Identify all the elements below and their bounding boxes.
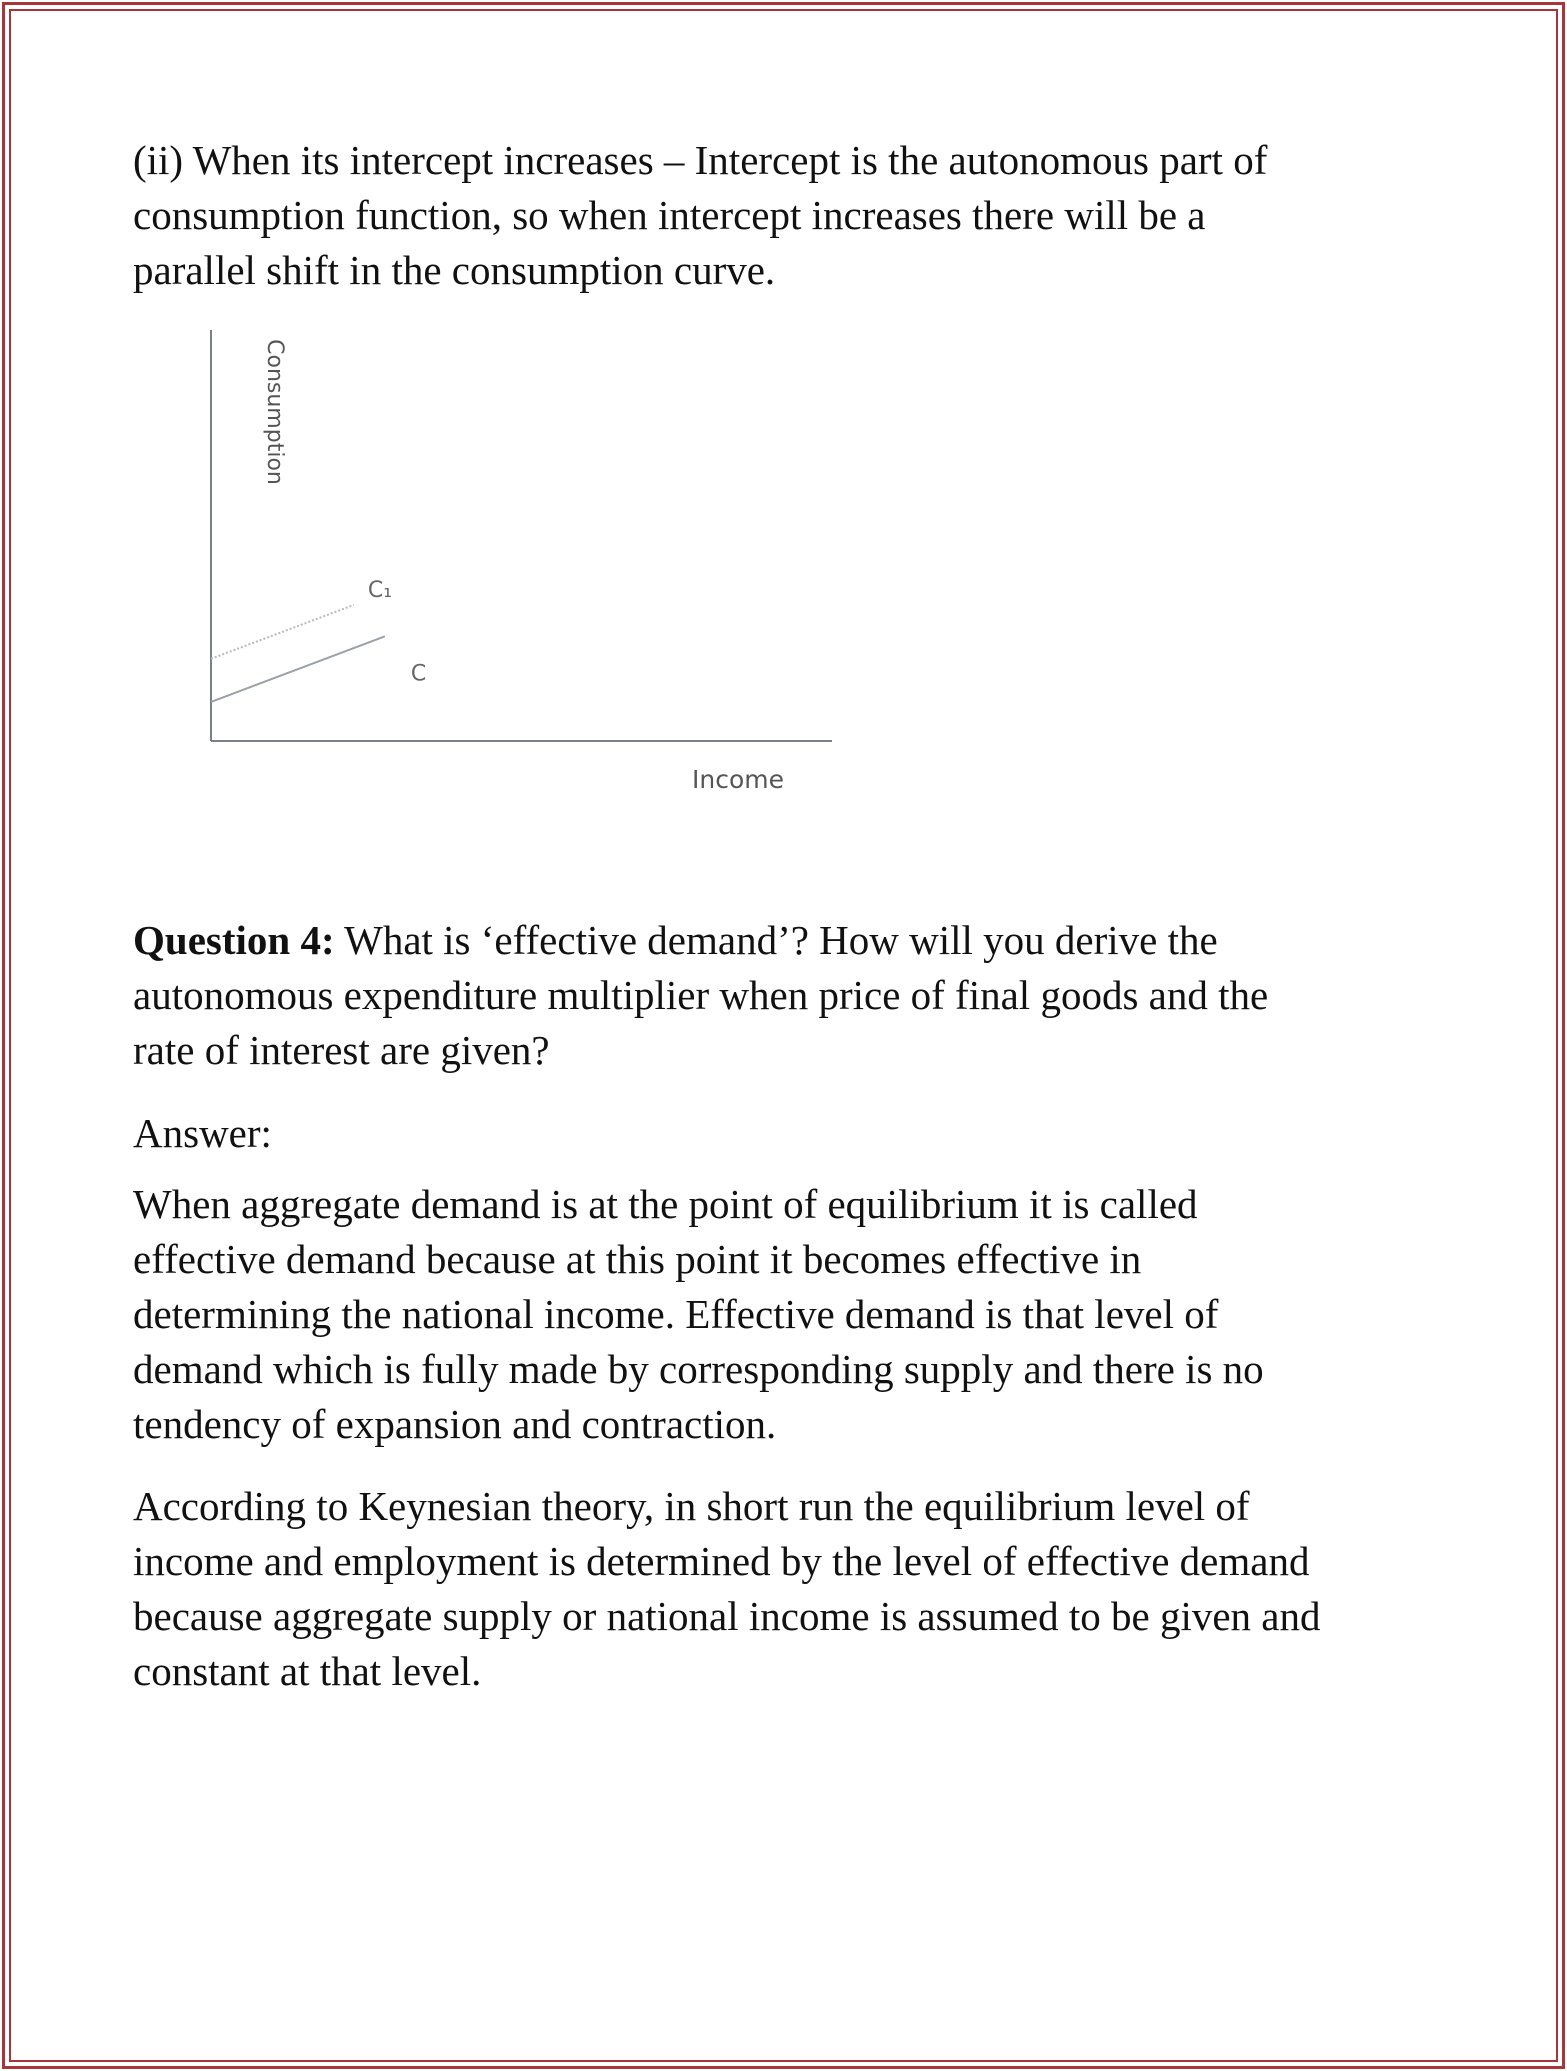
- question-paragraph: [133, 913, 1463, 1078]
- x-axis-label: Income: [692, 765, 784, 794]
- series-label-c: C: [410, 661, 427, 687]
- consumption-chart: [120, 320, 840, 800]
- question-text: What is ‘effective demand’? How will you derive the autonomous expenditure multiplier when price of final goods and the rate of interest are given?: [133, 917, 1269, 1073]
- answer-paragraph-2: According to Keynesian theory, in short run the equilibrium level of income and employment is determined by the level of effective demand because aggregate supply or national income is assumed to be given and constant at that level.: [133, 1483, 1321, 1694]
- series-line-c: [211, 636, 385, 702]
- series-line-c1: [211, 605, 354, 659]
- answer-label: Answer:: [133, 1110, 272, 1156]
- intro-paragraph: (ii) When its intercept increases – Intercept is the autonomous part of consumption function, so when intercept increases there will be a parallel shift in the consumption curve.: [133, 137, 1268, 293]
- series-label-c1: C₁: [367, 577, 393, 603]
- question-label: Question 4:: [133, 917, 335, 963]
- answer-paragraph-1: When aggregate demand is at the point of equilibrium it is called effective demand because at this point it becomes effective in determining the national income. Effective demand is that level of demand which is fully made by corresponding supply and there is no tendency of expansion and contraction.: [133, 1181, 1264, 1447]
- y-axis-label: Consumption: [262, 339, 287, 485]
